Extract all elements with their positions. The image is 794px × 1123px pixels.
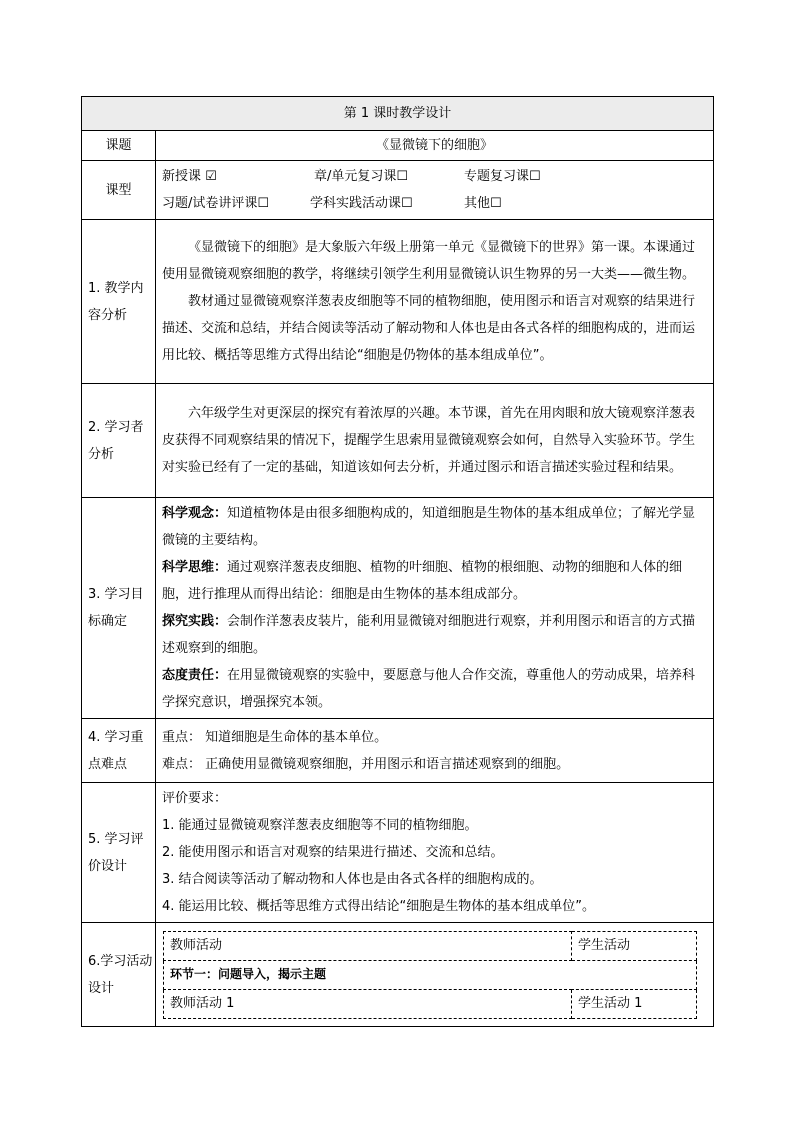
type-option-chapter-review: 章/单元复习课☐ [314,169,409,184]
objective-key: 态度责任： [162,668,228,683]
learner-analysis-paragraph: 六年级学生对更深层的探究有着浓厚的兴趣。本节课，首先在用肉眼和放大镜观察洋葱表皮获得不同观察结果的情况下，提醒学生思索用显微镜观察会如何，自然导入实验环节。学生对实验已经有了一定的基础，知道该如何去分析，并通过图示和语言描述实验过程和结果。 [162,406,696,475]
content-analysis-paragraph: 《显微镜下的细胞》是大象版六年级上册第一单元《显微镜下的世界》第一课。本课通过使用显微镜观察细胞的教学，将继续引领学生利用显微镜认识生物界的另一大类——微生物。 [162,240,696,282]
evaluation-body [156,783,714,923]
lesson-value: 《显微镜下的细胞》 [156,131,714,161]
evaluation-item: 4. 能运用比较、概括等思维方式得出结论“细胞是生物体的基本组成单位”。 [162,899,596,914]
key-point-focus: 重点： 知道细胞是生命体的基本单位。 [162,729,388,745]
objective-text: 知道植物体是由很多细胞构成的，知道细胞是生物体的基本组成单位；了解光学显微镜的主要结构。 [162,506,696,548]
learner-analysis-label: 2. 学习者分析 [82,384,156,498]
objective-item [162,500,707,554]
activities-label: 6.学习活动设计 [82,923,156,1027]
teacher-activity-1: 教师活动 1 [164,989,572,1018]
page-title: 第 1 课时教学设计 [82,97,714,131]
type-option-exercise: 习题/试卷讲评课☐ [162,196,270,211]
objectives-body [156,498,714,719]
objective-text: 在用显微镜观察的实验中，要愿意与他人合作交流，尊重他人的劳动成果，培养科学探究意识，增强探究本领。 [162,668,696,710]
content-analysis-label: 1. 教学内容分析 [82,220,156,384]
type-option-topic-review: 专题复习课☐ [464,169,541,184]
content-analysis-paragraph: 教材通过显微镜观察洋葱表皮细胞等不同的植物细胞，使用图示和语言对观察的结果进行描述、交流和总结，并结合阅读等活动了解动物和人体也是由各式各样的细胞构成的，进而运用比较、概括等思维方式得出结论“细胞是仍物体的基本组成单位”。 [162,294,696,363]
key-point-difficulty: 难点： 正确使用显微镜观察细胞，并用图示和语言描述观察到的细胞。 [162,756,570,772]
objective-text: 通过观察洋葱表皮细胞、植物的叶细胞、植物的根细胞、动物的细胞和人体的细胞，进行推理从而得出结论：细胞是由生物体的基本组成部分。 [162,560,683,602]
objective-item [162,554,707,608]
activities-table [163,931,697,1019]
objective-key: 科学观念： [162,506,228,521]
objective-key: 探究实践： [162,614,228,629]
objectives-label: 3. 学习目标确定 [82,498,156,719]
type-label: 课型 [82,161,156,220]
lesson-plan-table [81,96,714,1027]
objective-text: 会制作洋葱表皮装片，能利用显微镜对细胞进行观察，并利用图示和语言的方式描述观察到的细胞。 [162,614,696,656]
evaluation-label: 5. 学习评价设计 [82,783,156,923]
objective-key: 科学思维： [162,560,228,575]
student-activity-1: 学生活动 1 [572,989,697,1018]
evaluation-item: 1. 能通过显微镜观察洋葱表皮细胞等不同的植物细胞。 [162,818,478,833]
teacher-activity-header: 教师活动 [164,931,572,960]
lesson-label: 课题 [82,131,156,161]
objective-item [162,608,707,662]
key-points-label: 4. 学习重点难点 [82,719,156,783]
learner-analysis-body [156,384,714,498]
type-options [156,161,714,220]
type-option-new: 新授课 ☑ [162,169,217,184]
objective-item [162,662,707,716]
type-option-other: 其他☐ [464,196,502,211]
student-activity-header: 学生活动 [572,931,697,960]
evaluation-heading: 评价要求： [162,791,228,806]
evaluation-item: 2. 能使用图示和语言对观察的结果进行描述、交流和总结。 [162,845,504,860]
type-option-practice: 学科实践活动课☐ [310,196,413,211]
stage-one-heading: 环节一：问题导入，揭示主题 [164,960,697,989]
evaluation-item: 3. 结合阅读等活动了解动物和人体也是由各式各样的细胞构成的。 [162,872,543,887]
activities-body [156,923,714,1027]
content-analysis-body [156,220,714,384]
key-points-body [156,719,714,783]
